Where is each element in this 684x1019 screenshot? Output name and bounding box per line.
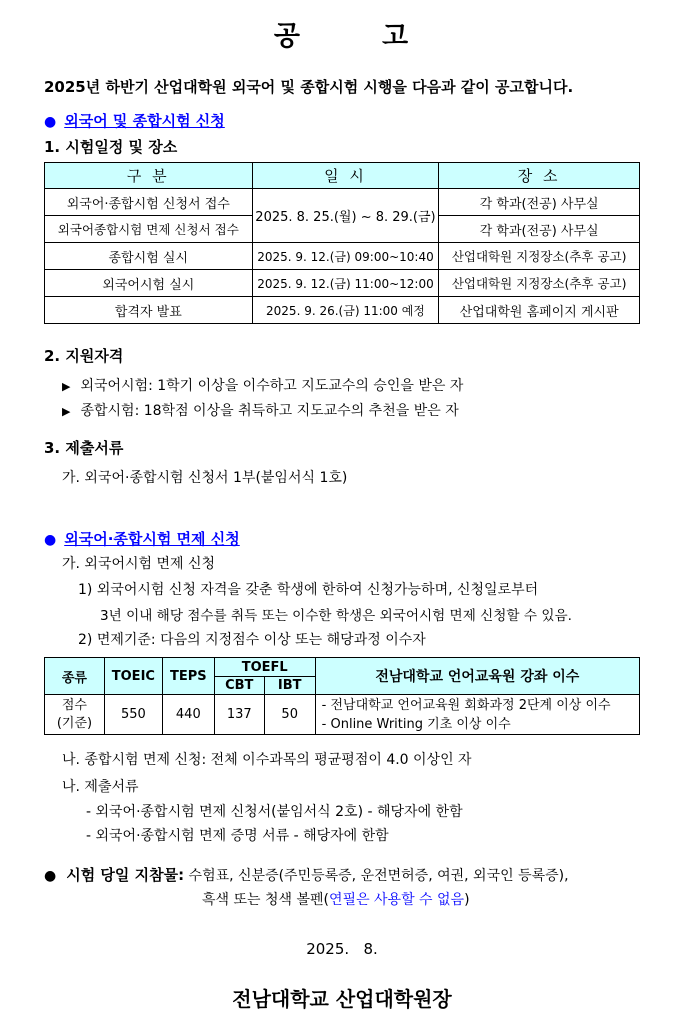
cell-place: 산업대학원 지정장소(추후 공고) bbox=[439, 243, 640, 270]
section2-title: 외국어·종합시험 면제 신청 bbox=[64, 530, 240, 548]
qualification-item: ▶ 외국어시험: 1학기 이상을 이수하고 지도교수의 승인을 받은 자 bbox=[62, 378, 464, 394]
exemption-rule-2: 2) 면제기준: 다음의 지정점수 이상 또는 해당과정 이수자 bbox=[78, 632, 426, 648]
table-row bbox=[45, 297, 640, 324]
pencil-warning: 연필은 사용할 수 없음 bbox=[329, 892, 465, 908]
header-place: 장 소 bbox=[439, 163, 640, 189]
exemption-document-item: - 외국어·종합시험 면제 증명 서류 - 해당자에 한함 bbox=[86, 828, 389, 844]
cell-category: 외국어·종합시험 신청서 접수 bbox=[45, 189, 253, 216]
cell-score-label: 점수 (기준) bbox=[45, 695, 105, 735]
title-char-1: 공 bbox=[273, 21, 302, 52]
bullet-icon: ● bbox=[44, 114, 57, 130]
supplies-text: 수험표, 신분증(주민등록증, 운전면허증, 여권, 외국인 등록증), bbox=[188, 868, 569, 884]
table-row bbox=[45, 270, 640, 297]
section1-title: 외국어 및 종합시험 신청 bbox=[64, 112, 225, 130]
cell-place: 산업대학원 홈페이지 게시판 bbox=[439, 297, 640, 324]
signature: 전남대학교 산업대학원장 bbox=[232, 987, 452, 1011]
table-row bbox=[45, 243, 640, 270]
exemption-table bbox=[44, 657, 640, 735]
header-teps: TEPS bbox=[162, 658, 214, 695]
schedule-table bbox=[44, 162, 640, 324]
cell-date: 2025. 9. 26.(금) 11:00 예정 bbox=[252, 297, 439, 324]
exemption-rule-1-cont: 3년 이내 해당 점수를 취득 또는 이수한 학생은 외국어시험 면제 신청할 수 있음. bbox=[100, 608, 572, 624]
cell-place: 각 학과(전공) 사무실 bbox=[439, 216, 640, 243]
cell-toeic: 550 bbox=[104, 695, 162, 735]
cell-date: 2025. 9. 12.(금) 11:00~12:00 bbox=[252, 270, 439, 297]
exemption-foreign: 가. 외국어시험 면제 신청 bbox=[62, 556, 216, 572]
triangle-bullet-icon: ▶ bbox=[62, 405, 71, 418]
header-toeic: TOEIC bbox=[104, 658, 162, 695]
cell-place: 산업대학원 지정장소(추후 공고) bbox=[439, 270, 640, 297]
header-toefl: TOEFL bbox=[214, 658, 315, 677]
exemption-documents-heading: 나. 제출서류 bbox=[62, 779, 139, 795]
notice-date: 2025. 8. bbox=[306, 940, 378, 958]
cell-place: 각 학과(전공) 사무실 bbox=[439, 189, 640, 216]
cell-date: 2025. 9. 12.(금) 09:00~10:40 bbox=[252, 243, 439, 270]
cell-course: - 전남대학교 언어교육원 회화과정 2단계 이상 이수 - Online Writing 기초 이상 이수 bbox=[315, 695, 639, 735]
section2-heading bbox=[44, 528, 240, 549]
table-header-row bbox=[45, 163, 640, 189]
supplies-line-1 bbox=[44, 864, 569, 885]
section1-heading bbox=[44, 110, 225, 131]
triangle-bullet-icon: ▶ bbox=[62, 380, 71, 393]
intro-text: 2025년 하반기 산업대학원 외국어 및 종합시험 시행을 다음과 같이 공고합니다. bbox=[44, 78, 574, 96]
cell-category: 종합시험 실시 bbox=[45, 243, 253, 270]
documents-heading: 3. 제출서류 bbox=[44, 439, 124, 457]
cell-cbt: 137 bbox=[214, 695, 264, 735]
exemption-comprehensive: 나. 종합시험 면제 신청: 전체 이수과목의 평균평점이 4.0 이상인 자 bbox=[62, 752, 472, 768]
schedule-heading: 1. 시험일정 및 장소 bbox=[44, 138, 178, 156]
table-row bbox=[45, 695, 640, 735]
qualification-heading: 2. 지원자격 bbox=[44, 347, 124, 365]
bullet-icon: ● bbox=[44, 532, 57, 548]
header-course: 전남대학교 언어교육원 강좌 이수 bbox=[315, 658, 639, 695]
supplies-label: 시험 당일 지참물: bbox=[66, 866, 185, 884]
cell-category: 합격자 발표 bbox=[45, 297, 253, 324]
table-row bbox=[45, 189, 640, 216]
cell-date: 2025. 8. 25.(월) ~ 8. 29.(금) bbox=[252, 189, 439, 243]
exemption-rule-1: 1) 외국어시험 신청 자격을 갖춘 학생에 한하여 신청가능하며, 신청일로부터 bbox=[78, 582, 539, 598]
header-cbt: CBT bbox=[214, 677, 264, 695]
page-title bbox=[0, 14, 684, 53]
qualification-item: ▶ 종합시험: 18학점 이상을 취득하고 지도교수의 추천을 받은 자 bbox=[62, 403, 459, 419]
cell-category: 외국어시험 실시 bbox=[45, 270, 253, 297]
table-header-row bbox=[45, 658, 640, 677]
documents-item: 가. 외국어·종합시험 신청서 1부(붙임서식 1호) bbox=[62, 470, 348, 486]
header-type: 종류 bbox=[45, 658, 105, 695]
supplies-line-2: 흑색 또는 청색 볼펜(연필은 사용할 수 없음) bbox=[202, 892, 470, 908]
title-char-2: 고 bbox=[382, 21, 411, 52]
exemption-document-item: - 외국어·종합시험 면제 신청서(붙임서식 2호) - 해당자에 한함 bbox=[86, 804, 463, 820]
header-category: 구 분 bbox=[45, 163, 253, 189]
bullet-icon: ● bbox=[44, 868, 57, 884]
header-ibt: IBT bbox=[264, 677, 315, 695]
cell-ibt: 50 bbox=[264, 695, 315, 735]
cell-teps: 440 bbox=[162, 695, 214, 735]
header-datetime: 일 시 bbox=[252, 163, 439, 189]
cell-category: 외국어종합시험 면제 신청서 접수 bbox=[45, 216, 253, 243]
